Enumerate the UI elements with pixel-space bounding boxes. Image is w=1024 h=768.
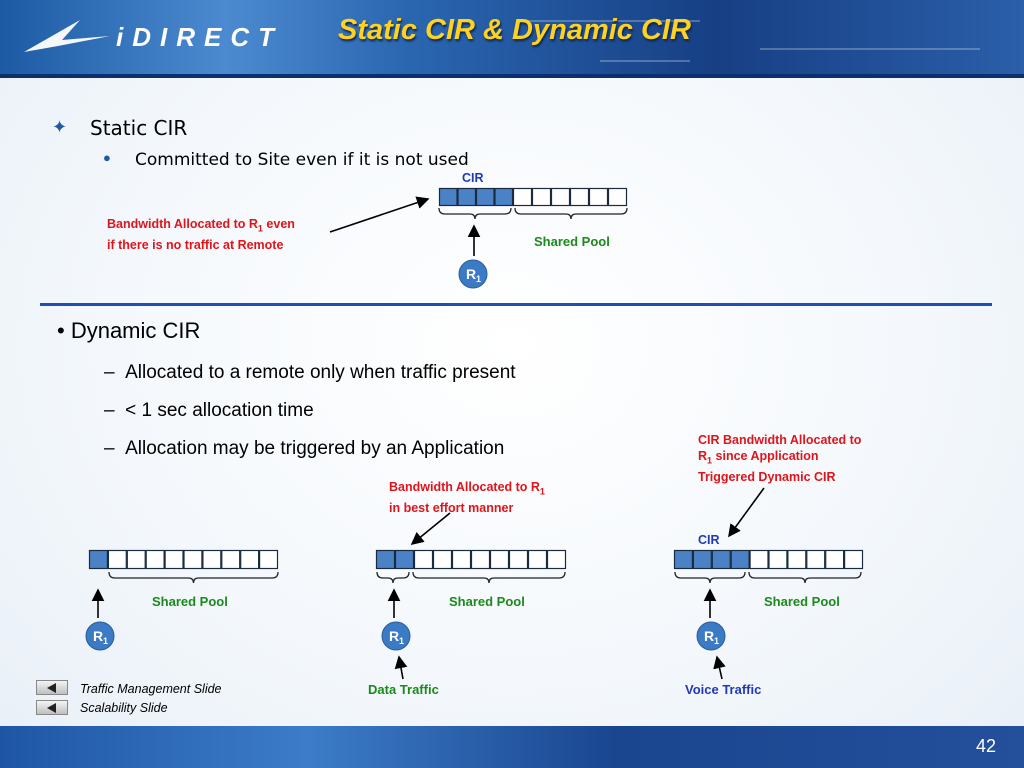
left-slot-empty [203, 551, 221, 569]
cir-note-sub: 1 [707, 455, 713, 466]
data-traffic-arrow [399, 657, 403, 679]
back-button-scalability[interactable] [36, 700, 68, 715]
static-annotation-text: Bandwidth Allocated to R [107, 217, 258, 231]
static-cir-slot-filled [477, 189, 495, 206]
footer-banner [0, 726, 1024, 768]
middle-pool-brace [413, 572, 565, 583]
static-annotation-line2: if there is no traffic at Remote [107, 237, 284, 252]
middle-slot-empty [472, 551, 490, 569]
left-slot-empty [184, 551, 202, 569]
left-slot-empty [165, 551, 183, 569]
static-pool-slot-empty [533, 189, 551, 206]
right-slot-filled [693, 551, 711, 569]
middle-slot-filled [396, 551, 414, 569]
dynamic-cir-heading: • Dynamic CIR [57, 318, 201, 343]
middle-slot-empty [453, 551, 471, 569]
voice-traffic-arrow [717, 657, 722, 679]
pool-label-right: Shared Pool [764, 594, 840, 609]
middle-slot-empty [415, 551, 433, 569]
best-effort-arrow [412, 513, 450, 544]
right-slot-empty [788, 551, 806, 569]
static-annotation-end: even [262, 217, 295, 231]
dynamic-bullet-1-text: Allocated to a remote only when traffic present [125, 362, 516, 383]
static-pool-slot-empty [514, 189, 532, 206]
left-slot-empty [222, 551, 240, 569]
right-r1-label: R [704, 628, 715, 644]
cir-note-arrow [729, 488, 764, 536]
left-slot-empty [127, 551, 145, 569]
left-r1-sub: 1 [103, 636, 109, 646]
middle-slot-filled [377, 551, 395, 569]
middle-own-brace [377, 572, 409, 583]
static-cir-slot-filled [458, 189, 476, 206]
left-r1-label: R [93, 628, 104, 644]
right-slot-empty [750, 551, 768, 569]
left-slot-empty [241, 551, 259, 569]
static-cir-heading: Static CIR [90, 116, 188, 140]
right-slot-filled [712, 551, 730, 569]
left-slot-empty [146, 551, 164, 569]
middle-slot-empty [491, 551, 509, 569]
right-slot-filled [731, 551, 749, 569]
dot-bullet-icon: ● [103, 150, 111, 165]
static-cir-label: CIR [462, 171, 484, 185]
data-traffic-label: Data Traffic [368, 682, 439, 697]
cir-note-r: R [698, 449, 708, 463]
middle-slot-empty [529, 551, 547, 569]
best-effort-sub: 1 [539, 486, 545, 497]
static-r1-label: R [466, 266, 477, 282]
slide-title: Static CIR & Dynamic CIR [338, 14, 691, 46]
static-pool-slot-empty [590, 189, 608, 206]
cir-note-line1: CIR Bandwidth Allocated to [698, 433, 862, 447]
right-slot-empty [807, 551, 825, 569]
dynamic-bullet-2-text: < 1 sec allocation time [125, 400, 314, 421]
dynamic-cir-label: CIR [698, 533, 720, 547]
dynamic-cir-heading-text: Dynamic CIR [70, 318, 201, 343]
voice-traffic-label: Voice Traffic [685, 682, 762, 697]
nav-link-traffic-management[interactable]: Traffic Management Slide [80, 682, 222, 696]
left-pool-brace [109, 572, 278, 583]
middle-slot-empty [510, 551, 528, 569]
pool-label-left: Shared Pool [152, 594, 228, 609]
static-pool-slot-empty [552, 189, 570, 206]
static-pool-brace [515, 208, 627, 219]
static-r1-sub: 1 [476, 274, 482, 284]
right-slot-empty [845, 551, 863, 569]
best-effort-text: Bandwidth Allocated to R [389, 480, 540, 494]
middle-r1-label: R [389, 628, 400, 644]
left-slot-empty [260, 551, 278, 569]
dynamic-bullet-1: – Allocated to a remote only when traffic present [104, 362, 516, 383]
right-pool-brace [749, 572, 861, 583]
nav-link-scalability[interactable]: Scalability Slide [80, 701, 168, 715]
static-cir-brace [439, 208, 511, 219]
page-number: 42 [975, 736, 996, 756]
right-slot-filled [675, 551, 693, 569]
right-slot-empty [769, 551, 787, 569]
dynamic-bullet-2: – < 1 sec allocation time [104, 400, 314, 421]
middle-slot-empty [548, 551, 566, 569]
left-slot-filled [90, 551, 108, 569]
best-effort-line2: in best effort manner [389, 500, 514, 515]
static-pool-slot-empty [609, 189, 627, 206]
dynamic-bullet-3-text: Allocation may be triggered by an Application [125, 438, 505, 459]
cir-note-line2: since Application [712, 449, 819, 463]
pool-label-middle: Shared Pool [449, 594, 525, 609]
star-bullet-icon: ✦ [52, 117, 68, 137]
static-pool-slot-empty [571, 189, 589, 206]
dynamic-bullet-3: – Allocation may be triggered by an Application [104, 438, 505, 459]
middle-r1-sub: 1 [399, 636, 405, 646]
cir-note-line3: Triggered Dynamic CIR [698, 469, 836, 484]
static-cir-slot-filled [495, 189, 513, 206]
right-cir-brace [675, 572, 745, 583]
back-button-traffic-management[interactable] [36, 680, 68, 695]
static-cir-slot-filled [440, 189, 458, 206]
static-annotation-arrow [330, 199, 428, 232]
static-annotation-sub: 1 [257, 223, 263, 234]
left-slot-empty [108, 551, 126, 569]
static-shared-pool-label: Shared Pool [534, 234, 610, 249]
middle-slot-empty [434, 551, 452, 569]
right-slot-empty [826, 551, 844, 569]
right-r1-sub: 1 [714, 636, 720, 646]
static-cir-subbullet: Committed to Site even if it is not used [135, 150, 469, 170]
logo-wordmark: iDIRECT [116, 22, 283, 52]
